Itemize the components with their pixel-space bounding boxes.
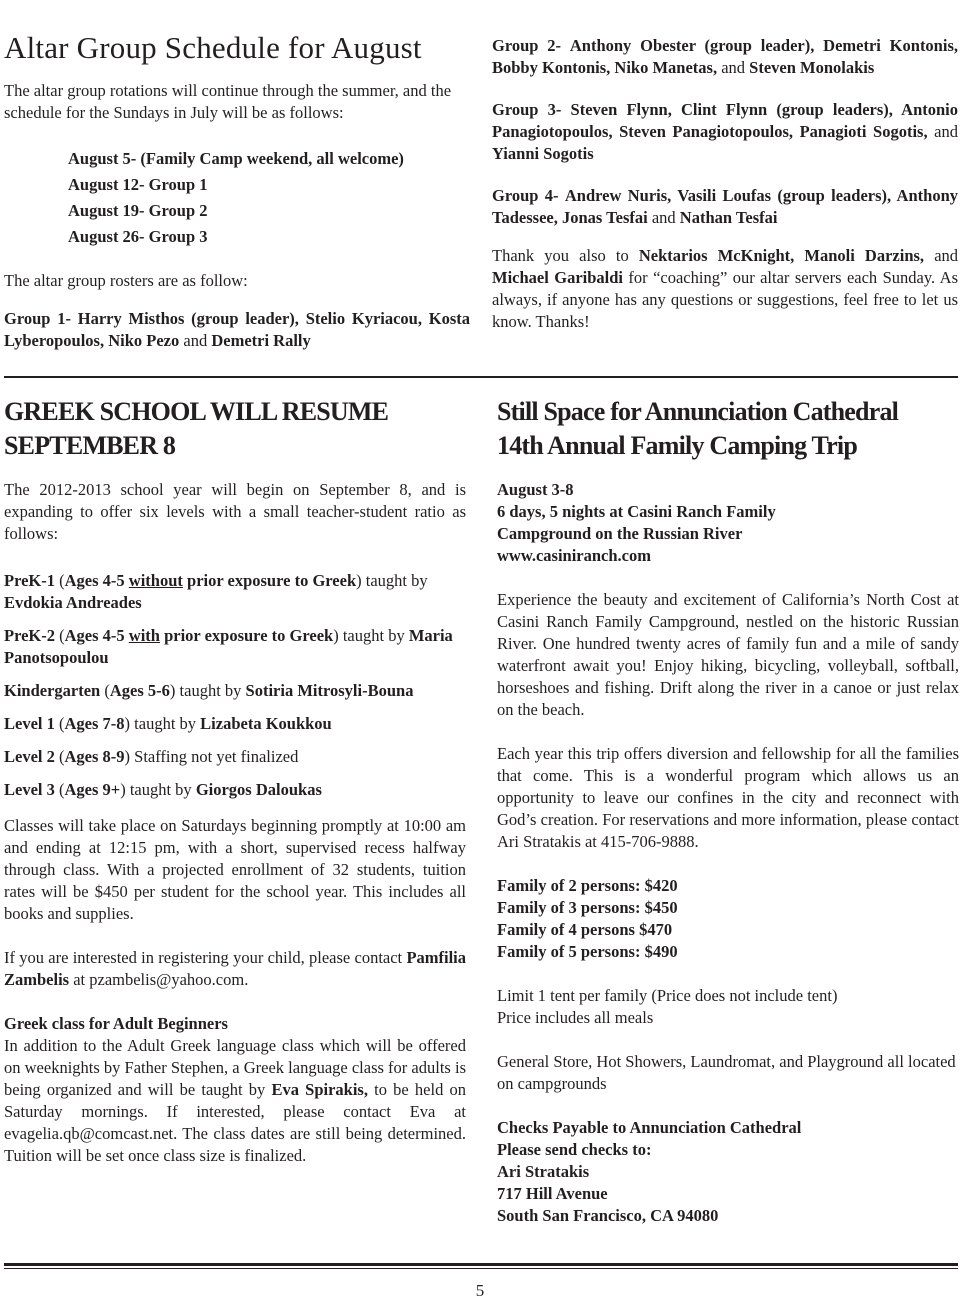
level-2 <box>4 746 466 768</box>
group-1-roster <box>4 308 470 352</box>
group-member: Steven Monolakis <box>749 58 875 77</box>
camping-prices <box>497 875 959 963</box>
checks-line: Ari Stratakis <box>497 1162 590 1181</box>
group-2-roster <box>492 35 958 79</box>
contact-name: Pamfilia Zambelis <box>4 948 467 989</box>
schedule-item: August 5- (Family Camp weekend, all welcome) <box>68 149 404 168</box>
paren: ) <box>124 747 131 766</box>
greek-school-title <box>4 395 466 463</box>
thanks-text: Thank you also to <box>492 246 629 265</box>
schedule-item: August 19- Group 2 <box>68 201 208 220</box>
schedule-item: August 26- Group 3 <box>68 227 208 246</box>
thanks-names: Nektarios McKnight, Manoli Darzins, <box>638 246 925 265</box>
paren: ( <box>59 714 65 733</box>
group-members: Steven Flynn, Clint Flynn (group leaders), Antonio Panagiotopoulos, Steven Panagiotopoulos, Panagioti Sogotis, <box>492 100 958 141</box>
title-line: GREEK SCHOOL WILL RESUME <box>4 397 389 426</box>
teacher-name: Lizabeta Koukkou <box>200 714 332 733</box>
level-name: PreK-2 <box>4 626 56 645</box>
title-line: Still Space for Annunciation Cathedral <box>497 397 899 426</box>
checks-line: Please send checks to: <box>497 1140 652 1159</box>
camping-detail: 6 days, 5 nights at Casini Ranch Family <box>497 502 776 521</box>
altar-schedule <box>68 146 470 250</box>
altar-left-column <box>4 80 470 352</box>
footer-rule-thin <box>4 1268 958 1269</box>
level-ages: Ages 4-5 <box>64 626 125 645</box>
paren: ) <box>333 626 339 645</box>
register-text: If you are interested in registering your child, please contact <box>4 948 403 967</box>
camping-info: Each year this trip offers diversion and fellowship for all the families that come. This is a wonderful program which allows us an opportunity to leave our confines in the city and reconnect with God’s creation. For reservations and more information, please contact Ari Stratakis at 415-706-9888. <box>497 744 959 851</box>
level-kindergarten <box>4 680 466 702</box>
level-list <box>4 570 466 801</box>
taught-by: taught by <box>179 681 242 700</box>
group-member: Nathan Tesfai <box>679 208 778 227</box>
title-line: SEPTEMBER 8 <box>4 431 176 460</box>
altar-right-column <box>492 35 958 333</box>
conjunction: and <box>934 122 958 141</box>
rosters-intro: The altar group rosters are as follow: <box>4 271 248 290</box>
group-label: Group 2- <box>492 36 562 55</box>
camping-website-link[interactable]: www.casiniranch.com <box>497 546 651 565</box>
level-ages: Ages 4-5 <box>64 571 125 590</box>
level-prek1 <box>4 570 466 614</box>
adult-class-text <box>4 1035 466 1167</box>
conjunction: and <box>721 58 746 77</box>
greek-school-register <box>4 947 466 991</box>
camping-description: Experience the beauty and excitement of California’s North Cost at Casini Ranch Family Campground, nestled on the historic Russian River. One hundred twenty acres of family fun and a mile of sandy waterfront await you! Enjoy hiking, bicycling, volleyball, softball, horseshoes and fishing. Drift along the river in a canoe or just relax on the beach. <box>497 590 959 719</box>
schedule-item: August 12- Group 1 <box>68 175 208 194</box>
paren: ( <box>59 626 65 645</box>
group-members: Harry Misthos (group leader), Stelio Kyriacou, Kosta Lyberopoulos, Niko Pezo <box>4 309 470 350</box>
teacher-name: Giorgos Daloukas <box>195 780 322 799</box>
price-item: Family of 3 persons: $450 <box>497 898 678 917</box>
teacher-name: Sotiria Mitrosyli-Bouna <box>245 681 414 700</box>
checks-line: Checks Payable to Annunciation Cathedral <box>497 1118 802 1137</box>
group-label: Group 1- <box>4 309 71 328</box>
camping-column <box>497 395 959 1227</box>
group-3-roster <box>492 99 958 165</box>
footer-rule <box>4 1263 958 1266</box>
checks-line: South San Francisco, CA 94080 <box>497 1206 719 1225</box>
paren: ) <box>124 714 131 733</box>
level-name: Level 2 <box>4 747 55 766</box>
limit-item: Limit 1 tent per family (Price does not include tent) <box>497 986 838 1005</box>
adult-text: to be held on Saturday mornings. If interested, please contact Eva at evagelia.qb@comcast.net. The class dates are still being determined. Tuition will be set once class size is finalized. <box>4 1080 467 1165</box>
adult-text: In addition to the Adult Greek language class which will be offered on weeknights by Father Stephen, a Greek language class for adults is being organized and will be taught by <box>4 1036 466 1099</box>
paren: ( <box>59 780 65 799</box>
greek-school-column <box>4 395 466 1167</box>
conjunction: and <box>183 331 208 350</box>
level-name: PreK-1 <box>4 571 56 590</box>
greek-school-classes: Classes will take place on Saturdays beginning promptly at 10:00 am and ending at 12:15 pm, with a short, supervised recess halfway through class. With a projected enrollment of 32 students, tuition rates will be $450 per student for the school year. This includes all books and supplies. <box>4 816 466 923</box>
altar-intro: The altar group rotations will continue through the summer, and the schedule for the Sundays in July will be as follows: <box>4 81 452 122</box>
paren: ( <box>59 571 65 590</box>
thanks-name: Michael Garibaldi <box>492 268 623 287</box>
paren: ( <box>104 681 110 700</box>
checks-line: 717 Hill Avenue <box>497 1184 608 1203</box>
camping-title <box>497 395 959 463</box>
level-name: Level 3 <box>4 780 55 799</box>
adult-heading: Greek class for Adult Beginners <box>4 1014 228 1033</box>
page-number: 5 <box>475 1281 485 1300</box>
price-item: Family of 4 persons $470 <box>497 920 673 939</box>
level-ages: Ages 8-9 <box>64 747 125 766</box>
level-qualifier: without <box>128 571 183 590</box>
thanks-text: and <box>934 246 959 265</box>
paren: ) <box>356 571 362 590</box>
level-ages: Ages 5-6 <box>109 681 170 700</box>
taught-by: taught by <box>342 626 405 645</box>
teacher-name: Evdokia Andreades <box>4 593 142 612</box>
group-members: Anthony Obester (group leader), Demetri Kontonis, Bobby Kontonis, Niko Manetas, <box>492 36 958 77</box>
camping-amenities: General Store, Hot Showers, Laundromat, and Playground all located on campgrounds <box>497 1052 956 1093</box>
taught-by: taught by <box>134 714 197 733</box>
camping-limits <box>497 985 959 1029</box>
camping-details <box>497 479 959 567</box>
group-member: Demetri Rally <box>211 331 311 350</box>
group-4-roster <box>492 185 958 229</box>
level-prek2 <box>4 625 466 669</box>
conjunction: and <box>651 208 676 227</box>
level-desc: prior exposure to Greek <box>164 626 334 645</box>
level-1 <box>4 713 466 735</box>
level-ages: Ages 7-8 <box>64 714 125 733</box>
paren: ) <box>169 681 176 700</box>
group-label: Group 3- <box>492 100 562 119</box>
group-label: Group 4- <box>492 186 559 205</box>
group-member: Yianni Sogotis <box>492 144 594 163</box>
title-line: 14th Annual Family Camping Trip <box>497 431 857 460</box>
price-item: Family of 2 persons: $420 <box>497 876 678 895</box>
camping-checks <box>497 1117 959 1227</box>
level-name: Level 1 <box>4 714 55 733</box>
taught-by: taught by <box>129 780 192 799</box>
level-desc: prior exposure to Greek <box>187 571 357 590</box>
level-note: Staffing not yet finalized <box>134 747 299 766</box>
teacher-name: Eva Spirakis, <box>271 1080 368 1099</box>
contact-email: at pzambelis@yahoo.com. <box>73 970 249 989</box>
price-item: Family of 5 persons: $490 <box>497 942 678 961</box>
group-members: Andrew Nuris, Vasili Loufas (group leaders), Anthony Tadessee, Jonas Tesfai <box>492 186 958 227</box>
section-divider <box>4 376 958 378</box>
level-qualifier: with <box>128 626 160 645</box>
taught-by: taught by <box>365 571 428 590</box>
thanks-text: for “coaching” our altar servers each Sunday. As always, if anyone has any questions or suggestions, feel free to let us know. Thanks! <box>492 268 958 331</box>
limit-item: Price includes all meals <box>497 1008 654 1027</box>
level-name: Kindergarten <box>4 681 101 700</box>
level-ages: Ages 9+ <box>64 780 121 799</box>
altar-thanks <box>492 245 958 333</box>
paren: ( <box>59 747 65 766</box>
adult-class-heading <box>4 1013 466 1035</box>
altar-title: Altar Group Schedule for August <box>4 30 422 65</box>
paren: ) <box>120 780 126 799</box>
camping-detail: Campground on the Russian River <box>497 524 743 543</box>
level-3 <box>4 779 466 801</box>
camping-dates: August 3-8 <box>497 480 574 499</box>
greek-school-intro: The 2012-2013 school year will begin on September 8, and is expanding to offer six levels with a small teacher-student ratio as follows: <box>4 480 466 543</box>
teacher-name: Maria Panotsopoulou <box>4 626 453 667</box>
